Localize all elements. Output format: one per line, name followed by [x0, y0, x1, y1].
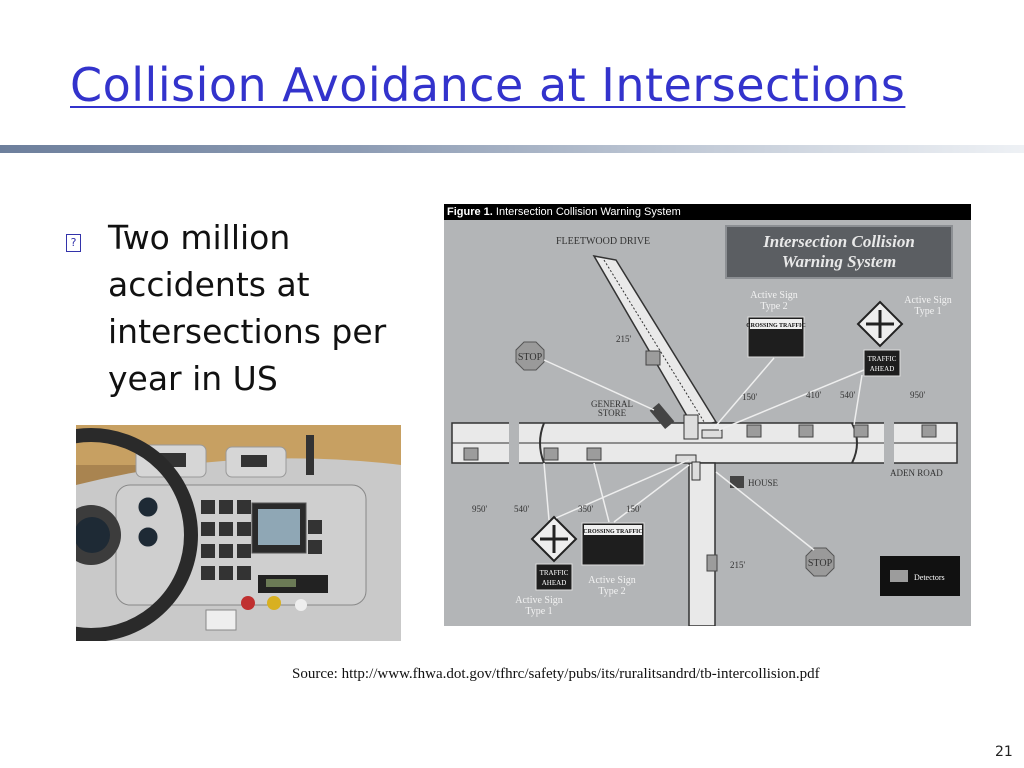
type-1-top-label: Type 1 [914, 306, 942, 317]
slide-title: Collision Avoidance at Intersections [70, 58, 906, 112]
traffic-ahead-bottom-2: AHEAD [541, 579, 567, 587]
traffic-ahead-top-1: TRAFFIC [867, 355, 897, 363]
house-label: HOUSE [748, 478, 779, 488]
dist-950-right: 950' [910, 390, 926, 400]
dist-150-right: 150' [742, 392, 758, 402]
active-sign-1-bottom-label: Active Sign [515, 595, 563, 606]
dist-540-right: 540' [840, 390, 856, 400]
dist-215-top: 215' [616, 334, 632, 344]
dashboard-photo [76, 425, 401, 641]
active-sign-1-top-label: Active Sign [904, 295, 952, 306]
dist-150-left: 150' [626, 504, 642, 514]
dist-215-bottom: 215' [730, 560, 746, 570]
figure-caption-prefix: Figure 1. [447, 206, 493, 218]
traffic-ahead-top-2: AHEAD [869, 365, 895, 373]
dist-540-left: 540' [514, 504, 530, 514]
title-divider-bar [0, 145, 1024, 153]
bullet-text: Two million accidents at intersections per year in US [108, 218, 387, 398]
stop-sign-right-label: STOP [807, 558, 833, 569]
crossing-traffic-bottom: CROSSING TRAFFIC [583, 529, 643, 535]
source-citation: Source: http://www.fhwa.dot.gov/tfhrc/safety/pubs/its/ruralitsandrd/tb-intercollision.pdf [292, 666, 820, 682]
aden-road-label: ADEN ROAD [890, 468, 943, 478]
general-store-label-1: GENERAL [591, 399, 633, 409]
type-1-bottom-label: Type 1 [525, 606, 553, 617]
active-sign-2-top-label: Active Sign [750, 290, 798, 301]
traffic-ahead-bottom-1: TRAFFIC [539, 569, 569, 577]
fleetwood-drive-label: FLEETWOOD DRIVE [556, 236, 651, 247]
dist-350-left: 350' [578, 504, 594, 514]
dist-410-right: 410' [806, 390, 822, 400]
active-sign-2-bottom-label: Active Sign [588, 575, 636, 586]
intersection-diagram [444, 220, 971, 626]
intersection-figure [444, 204, 971, 626]
type-2-bottom-label: Type 2 [598, 586, 626, 597]
banner-line-1: Intersection Collision [763, 232, 915, 251]
stop-sign-left-label: STOP [517, 352, 543, 363]
banner-line-2: Warning System [781, 252, 897, 271]
general-store-label-2: STORE [597, 408, 627, 418]
crossing-traffic-top: CROSSING TRAFFIC [746, 323, 806, 329]
detectors-legend-label: Detectors [914, 573, 945, 582]
page-number: 21 [995, 744, 1013, 760]
figure-caption-text: Intersection Collision Warning System [492, 206, 681, 218]
type-2-top-label: Type 2 [760, 301, 788, 312]
figure-caption [444, 204, 971, 220]
dist-950-left: 950' [472, 504, 488, 514]
side-road [689, 463, 715, 626]
bullet-marker-icon: ? [66, 234, 81, 252]
